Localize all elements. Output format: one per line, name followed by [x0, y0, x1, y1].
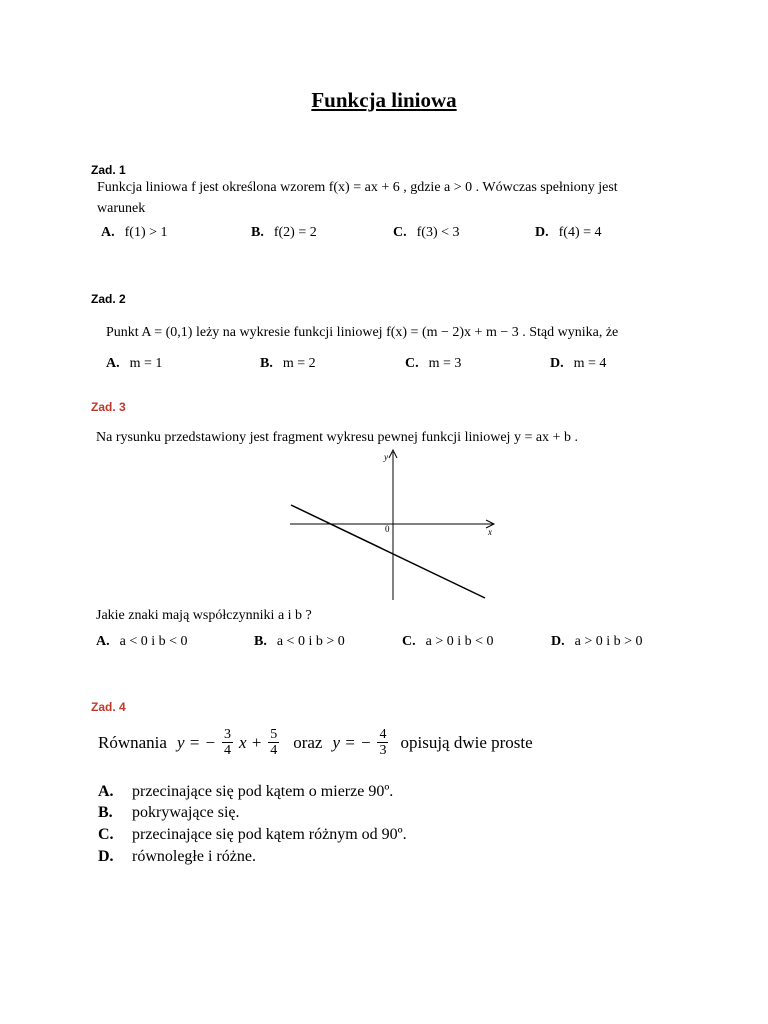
task-4-option-b: B. pokrywające się. — [98, 804, 240, 821]
task-3-answer-d: D. a > 0 i b > 0 — [551, 634, 643, 649]
origin-label: 0 — [385, 524, 390, 534]
task-1-text-cont: warunek — [97, 201, 146, 216]
task-1-answer-a: A. f(1) > 1 — [101, 225, 168, 240]
task-4-equations — [98, 727, 533, 758]
task-3-question: Jakie znaki mają współczynniki a i b ? — [96, 608, 312, 623]
task-4-label: Zad. 4 — [91, 700, 126, 714]
task-2-answer-b: B. m = 2 — [260, 356, 316, 371]
x-axis-label: x — [488, 527, 492, 537]
eq1-lhs: y = − — [176, 732, 216, 752]
task-3-answer-b: B. a < 0 i b > 0 — [254, 634, 345, 649]
task-3-text: Na rysunku przedstawiony jest fragment wykresu pewnej funkcji liniowej y = ax + b . — [96, 430, 578, 445]
y-axis-label: y — [384, 452, 388, 462]
task-2-answer-c: C. m = 3 — [405, 356, 462, 371]
page-title: Funkcja liniowa — [311, 88, 457, 112]
function-line — [291, 505, 485, 598]
fraction-5-4: $\frac{5}{4}$ — [270, 727, 278, 758]
task-1-text: Funkcja liniowa f jest określona wzorem f(x) = ax + 6 , gdzie a > 0 . Wówczas spełniony jest — [97, 180, 618, 195]
task-2-label: Zad. 2 — [91, 292, 126, 306]
task-4-option-a: A. przecinające się pod kątem o mierze 90º. — [98, 783, 394, 800]
task-1-label: Zad. 1 — [91, 163, 126, 177]
task-3-graph — [280, 448, 510, 608]
fraction-4-3: $\frac{4}{3}$ — [379, 727, 387, 758]
task-3-answer-c: C. a > 0 i b < 0 — [402, 634, 494, 649]
task-4-text-end: opisują dwie proste — [400, 732, 533, 752]
task-4-option-d: D. równoległe i różne. — [98, 848, 256, 865]
task-1-answer-d: D. f(4) = 4 — [535, 225, 602, 240]
eq1-mid: x + — [238, 732, 263, 752]
eq2-lhs: y = − — [332, 732, 372, 752]
task-2-answer-a: A. m = 1 — [106, 356, 163, 371]
task-4-option-c: C. przecinające się pod kątem różnym od 90º. — [98, 826, 407, 843]
task-3-answer-a: A. a < 0 i b < 0 — [96, 634, 188, 649]
task-2-answer-d: D. m = 4 — [550, 356, 607, 371]
task-4-oraz: oraz — [293, 732, 323, 752]
task-2-text: Punkt A = (0,1) leży na wykresie funkcji liniowej f(x) = (m − 2)x + m − 3 . Stąd wynika, że — [106, 325, 619, 340]
task-1-answer-c: C. f(3) < 3 — [393, 225, 460, 240]
task-4-text-start: Równania — [98, 732, 167, 752]
task-3-label: Zad. 3 — [91, 400, 126, 414]
fraction-3-4: $\frac{3}{4}$ — [223, 727, 231, 758]
task-1-answer-b: B. f(2) = 2 — [251, 225, 317, 240]
